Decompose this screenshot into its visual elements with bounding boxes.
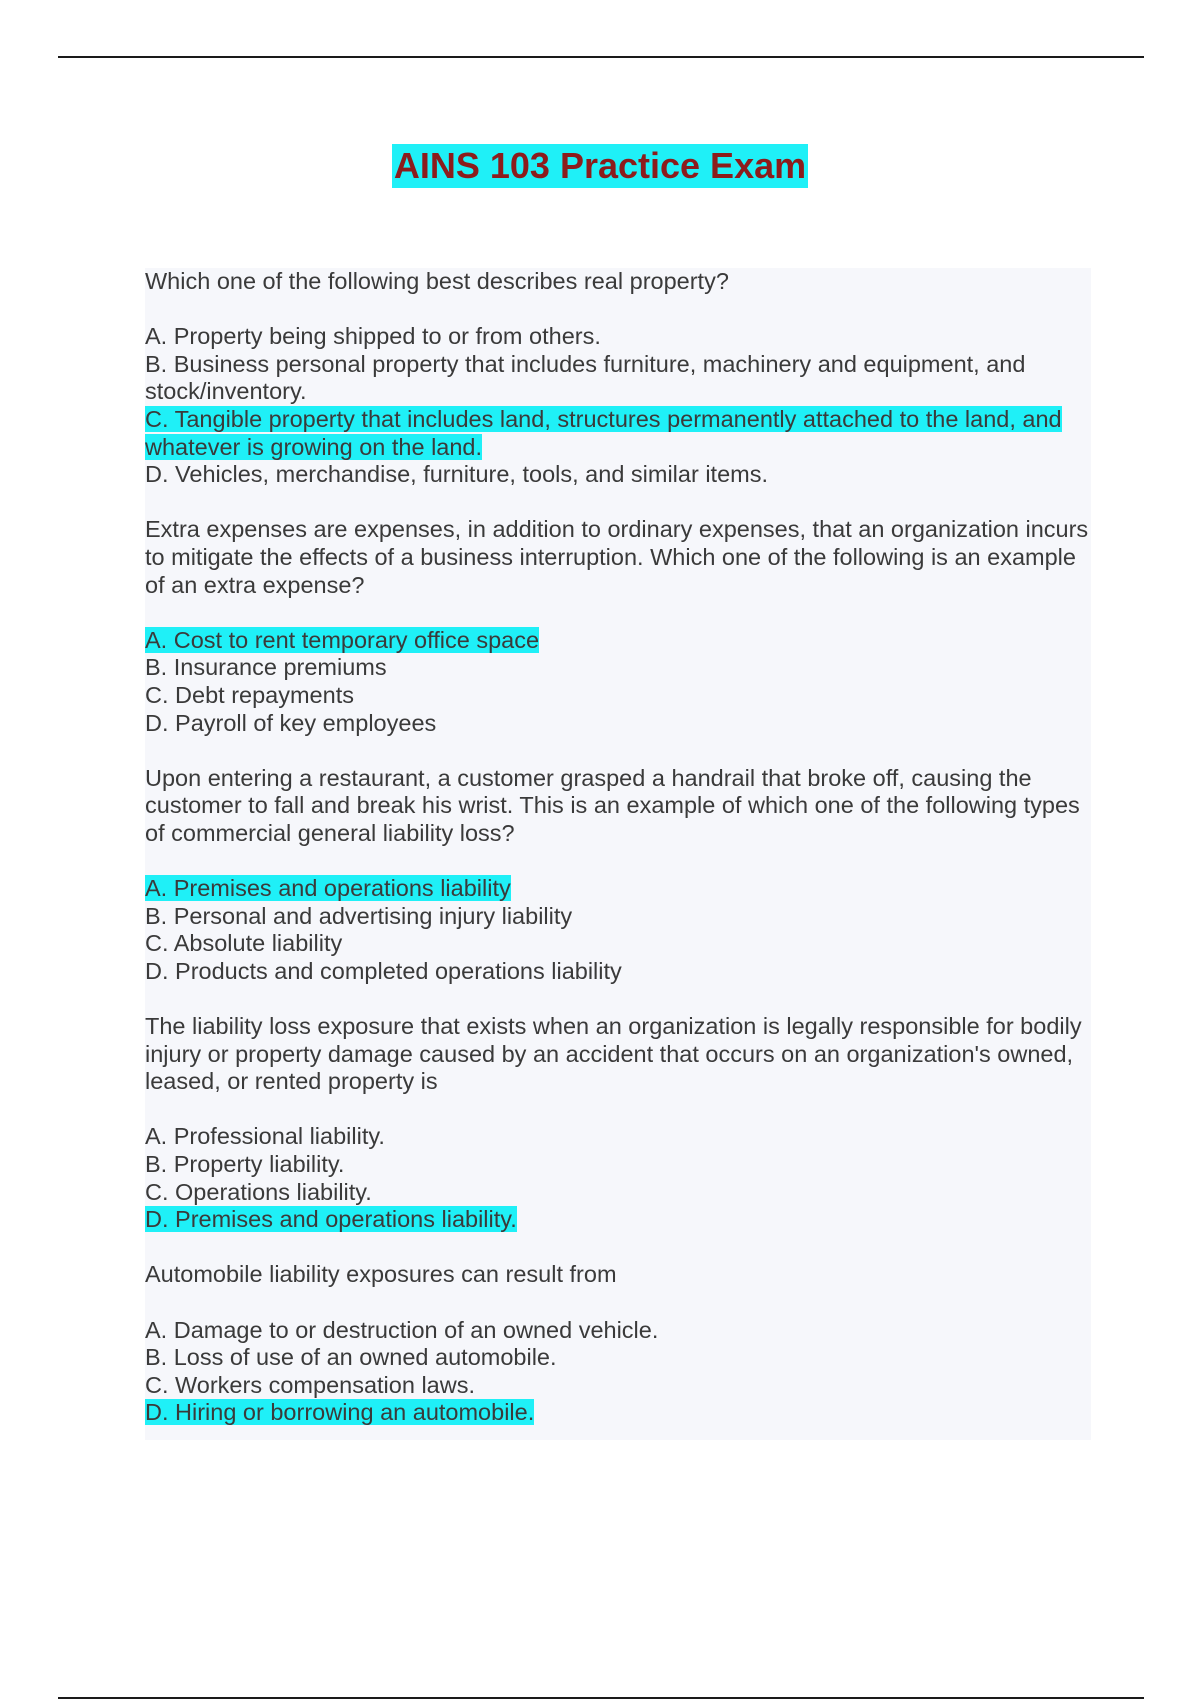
- answer-option-a: A. Damage to or destruction of an owned vehicle.: [145, 1316, 659, 1343]
- question-text: Upon entering a restaurant, a customer grasped a handrail that broke off, causing the customer to fall and break his wrist. This is an example of which one of the following types of commercial general liability loss?: [145, 764, 1080, 846]
- answer-options: [145, 875, 1091, 985]
- page-title: AINS 103 Practice Exam: [393, 145, 807, 186]
- answer-option-a: A. Professional liability.: [145, 1123, 385, 1150]
- answer-option-b: B. Property liability.: [145, 1151, 345, 1177]
- answer-options: [145, 1317, 1091, 1427]
- exam-content: [145, 268, 1091, 1440]
- answer-options: [145, 627, 1091, 737]
- answer-option-a-correct: A. Cost to rent temporary office space: [145, 626, 540, 653]
- question-block-3: [145, 765, 1091, 986]
- question-block-5: [145, 1261, 1091, 1427]
- top-rule: [58, 56, 1144, 58]
- answer-option-b: B. Business personal property that includes furniture, machinery and equipment, and stock/inventory.: [145, 350, 1026, 405]
- answer-option-d-correct: D. Hiring or borrowing an automobile.: [145, 1399, 535, 1426]
- question-text: Which one of the following best describes real property?: [145, 268, 729, 294]
- answer-option-d: D. Vehicles, merchandise, furniture, tools, and similar items.: [145, 461, 769, 488]
- answer-option-a: A. Property being shipped to or from others.: [145, 323, 601, 350]
- question-block-1: [145, 268, 1091, 489]
- answer-options: [145, 323, 1091, 489]
- question-text: Automobile liability exposures can result from: [145, 1261, 617, 1288]
- answer-option-c: C. Workers compensation laws.: [145, 1371, 475, 1398]
- answer-options: [145, 1123, 1091, 1233]
- question-block-2: [145, 516, 1091, 737]
- answer-option-b: B. Personal and advertising injury liability: [145, 902, 573, 929]
- answer-option-d: D. Products and completed operations liability: [145, 957, 622, 984]
- answer-option-d-correct: D. Premises and operations liability.: [145, 1206, 517, 1233]
- answer-option-c: C. Absolute liability: [145, 930, 343, 957]
- answer-option-b: B. Loss of use of an owned automobile.: [145, 1344, 557, 1371]
- answer-option-c: C. Debt repayments: [145, 681, 354, 708]
- answer-option-b: B. Insurance premiums: [145, 654, 387, 681]
- title-container: [0, 144, 1200, 188]
- question-text: Extra expenses are expenses, in addition to ordinary expenses, that an organization incurs to mitigate the effects of a business interruption. Which one of the following is an example of an extra expense?: [145, 516, 1089, 598]
- answer-option-c-correct: C. Tangible property that includes land, structures permanently attached to the land, and whatever is growing on the land.: [145, 405, 1062, 460]
- question-text: The liability loss exposure that exists when an organization is legally responsible for bodily injury or property damage caused by an accident that occurs on an organization's owned, leased, or rented property is: [145, 1013, 1082, 1095]
- answer-option-d: D. Payroll of key employees: [145, 709, 437, 736]
- answer-option-c: C. Operations liability.: [145, 1178, 372, 1205]
- question-block-4: [145, 1013, 1091, 1234]
- answer-option-a-correct: A. Premises and operations liability: [145, 875, 511, 902]
- bottom-rule: [58, 1697, 1144, 1699]
